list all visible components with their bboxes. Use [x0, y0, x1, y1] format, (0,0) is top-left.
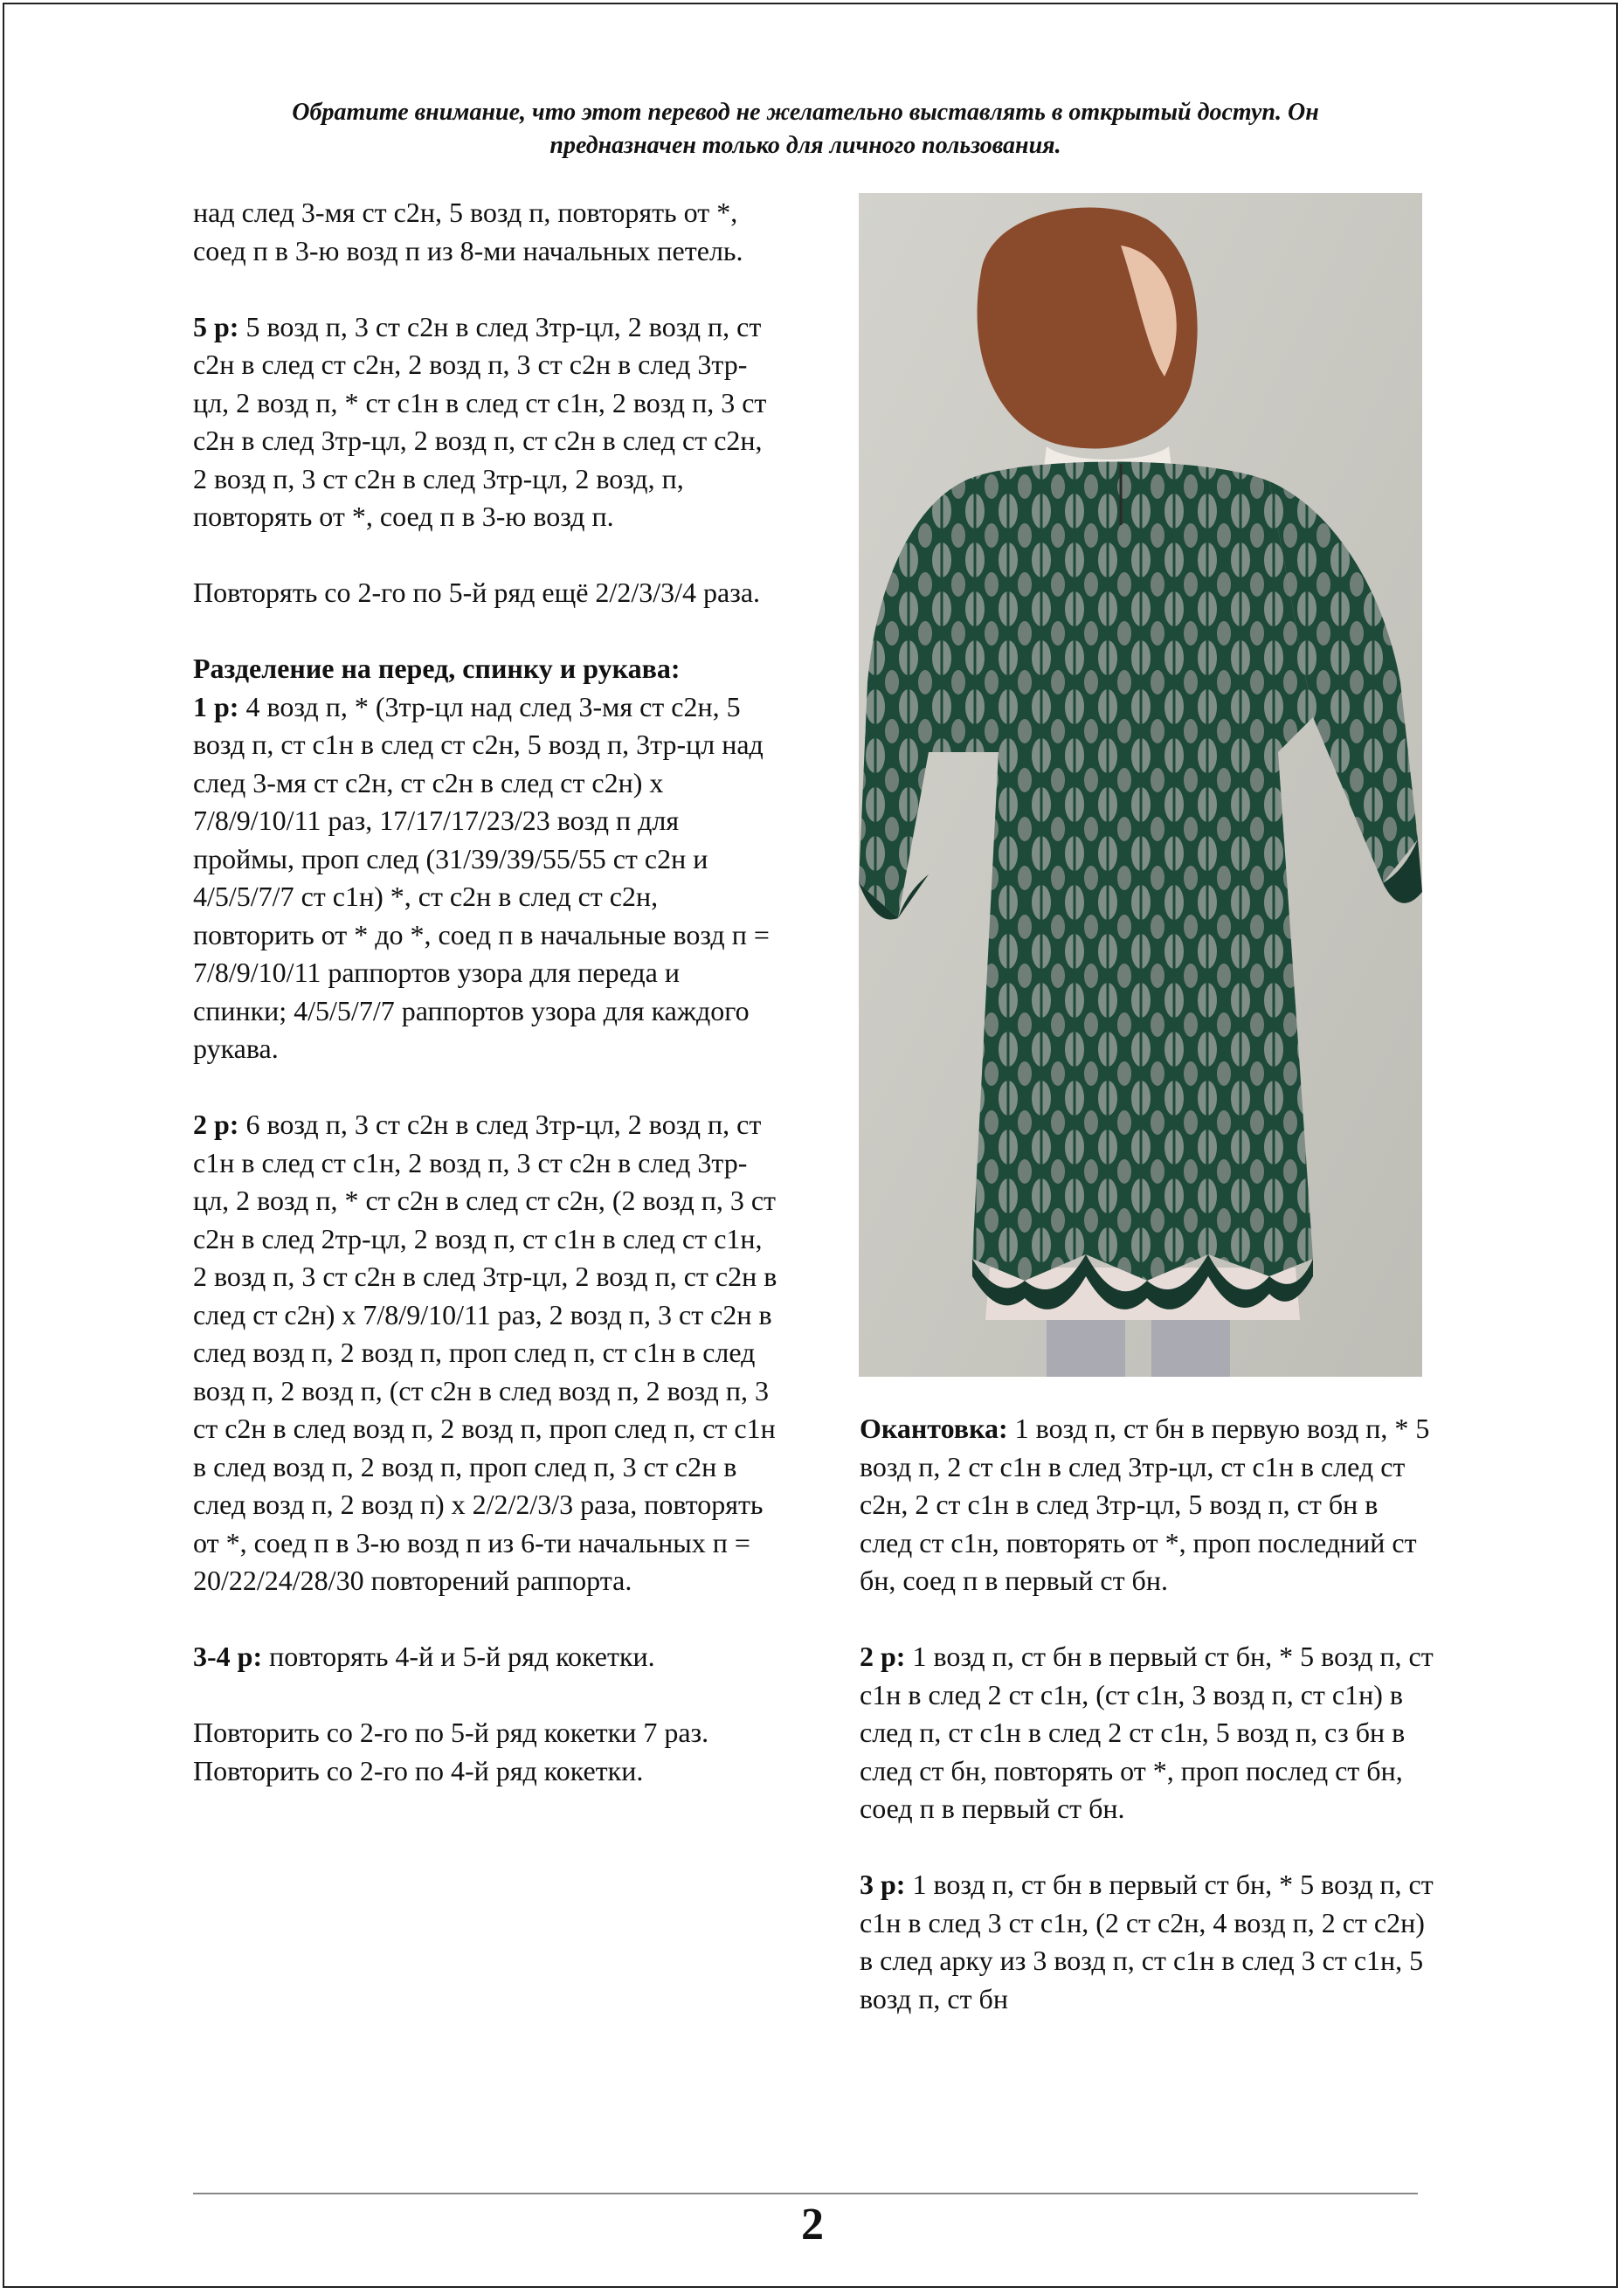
edging-row-1	[860, 1410, 1436, 1600]
row-text: 1 возд п, ст бн в первый ст бн, * 5 возд п, ст с1н в след 3 ст с1н, (2 ст с2н, 4 возд п, 2 ст с2н) в след арку из 3 возд п, ст с1н в след 3 ст с1н, 5 возд п, ст бн	[860, 1869, 1434, 2014]
page-number: 2	[801, 2200, 824, 2249]
row-text: 1 возд п, ст бн в первый ст бн, * 5 возд п, ст с1н в след 2 ст с1н, (ст с1н, 3 возд п, ст с1н) в след п, ст с1н в след 2 ст с1н, 5 возд п, сз бн в след ст бн, повторять от *, проп послед ст бн, соед п в первый ст бн.	[860, 1641, 1434, 1824]
row-text: 5 возд п, 3 ст с2н в след 3тр-цл, 2 возд п, ст с2н в след ст с2н, 2 возд п, 3 ст с2н в след 3тр-цл, 2 возд п, * ст с1н в след ст с1н, 2 возд п, 3 ст с2н в след 3тр-цл, 2 возд п, ст с2н в след ст с2н, 2 возд п, 3 ст с2н в след 3тр-цл, 2 возд, п, повторять от *, соед п в 3-ю возд п.	[193, 310, 767, 532]
section-title: Разделение на перед, спинку и рукава:	[193, 653, 681, 684]
notice-line-1: Обратите внимание, что этот перевод не желательно выставлять в открытый доступ. Он	[292, 99, 1319, 126]
row-2-instructions	[193, 1106, 778, 1600]
right-column	[860, 1410, 1436, 2056]
row-label: 2 р:	[193, 1109, 239, 1140]
edging-row-2	[860, 1638, 1436, 1828]
sweater-body	[955, 462, 1313, 1282]
repeat-note: Повторять со 2-го по 5-й ряд ещё 2/2/3/3/4 раза.	[193, 577, 761, 608]
row-label: 2 р:	[860, 1641, 906, 1672]
left-column	[193, 194, 778, 1828]
row-1-instructions	[193, 688, 778, 1068]
row-text: повторять 4-й и 5-й ряд кокетки.	[269, 1641, 655, 1672]
row-label: 3-4 р:	[193, 1641, 263, 1672]
notice-line-2: предназначен только для личного пользования.	[549, 132, 1061, 159]
paragraph-continuation: над след 3-мя ст с2н, 5 возд п, повторять от *, соед п в 3-ю возд п из 8-ми начальных петель.	[193, 197, 743, 266]
copyright-notice	[194, 96, 1417, 162]
row-label: 3 р:	[860, 1869, 906, 1900]
edging-row-3	[860, 1866, 1436, 2018]
row-label: Окантовка:	[860, 1413, 1008, 1444]
row-label: 1 р:	[193, 690, 239, 722]
row-text: 6 возд п, 3 ст с2н в след 3тр-цл, 2 возд п, ст с1н в след ст с1н, 2 возд п, 3 ст с2н в след 3тр-цл, 2 возд п, * ст с2н в след ст с2н, (2 возд п, 3 ст с2н в след 2тр-цл, 2 возд п, ст с1н в след ст с1н, 2 возд п, 3 ст с2н в след 3тр-цл, 2 возд п, ст с2н в след ст с2н) х 7/8/9/10/11 раз, 2 возд п, 3 ст с2н в след возд п, 2 возд п, проп след п, ст с1н в след возд п, 2 возд п, (ст с2н в след возд п, 2 возд п, 3 ст с2н в след возд п, 2 возд п, проп след п, ст с1н в след возд п, 2 возд п, проп след п, 3 ст с2н в след возд п, 2 возд п) х 2/2/2/3/3 раза, повторять от *, соед п в 3-ю возд п из 6-ти начальных п = 20/22/24/28/30 повторений раппорта.	[193, 1109, 777, 1596]
garment-photo	[859, 193, 1422, 1377]
repeat-yoke-note: Повторить со 2-го по 5-й ряд кокетки 7 раз. Повторить со 2-го по 4-й ряд кокетки.	[193, 1717, 709, 1786]
row-5-instructions	[193, 308, 778, 536]
row-text: 1 возд п, ст бн в первую возд п, * 5 возд п, 2 ст с1н в след 3тр-цл, ст с1н в след ст с2н, 2 ст с1н в след 3тр-цл, 5 возд п, ст бн в след ст с1н, повторять от *, проп последний ст бн, соед п в первый ст бн.	[860, 1413, 1430, 1596]
row-label: 5 р:	[193, 310, 239, 342]
row-3-4-instructions	[193, 1638, 778, 1676]
row-text: 4 возд п, * (3тр-цл над след 3-мя ст с2н, 5 возд п, ст с1н в след ст с2н, 5 возд п, 3тр-цл над след 3-мя ст с2н, ст с2н в след ст с2н) х 7/8/9/10/11 раз, 17/17/17/23/23 возд п для проймы, проп след (31/39/39/55/55 ст с2н и 4/5/5/7/7 ст с1н) *, ст с2н в след ст с2н, повторить от * до *, соед п в начальные возд п = 7/8/9/10/11 раппортов узора для переда и спинки; 4/5/5/7/7 раппортов узора для каждого рукава.	[193, 690, 770, 1064]
